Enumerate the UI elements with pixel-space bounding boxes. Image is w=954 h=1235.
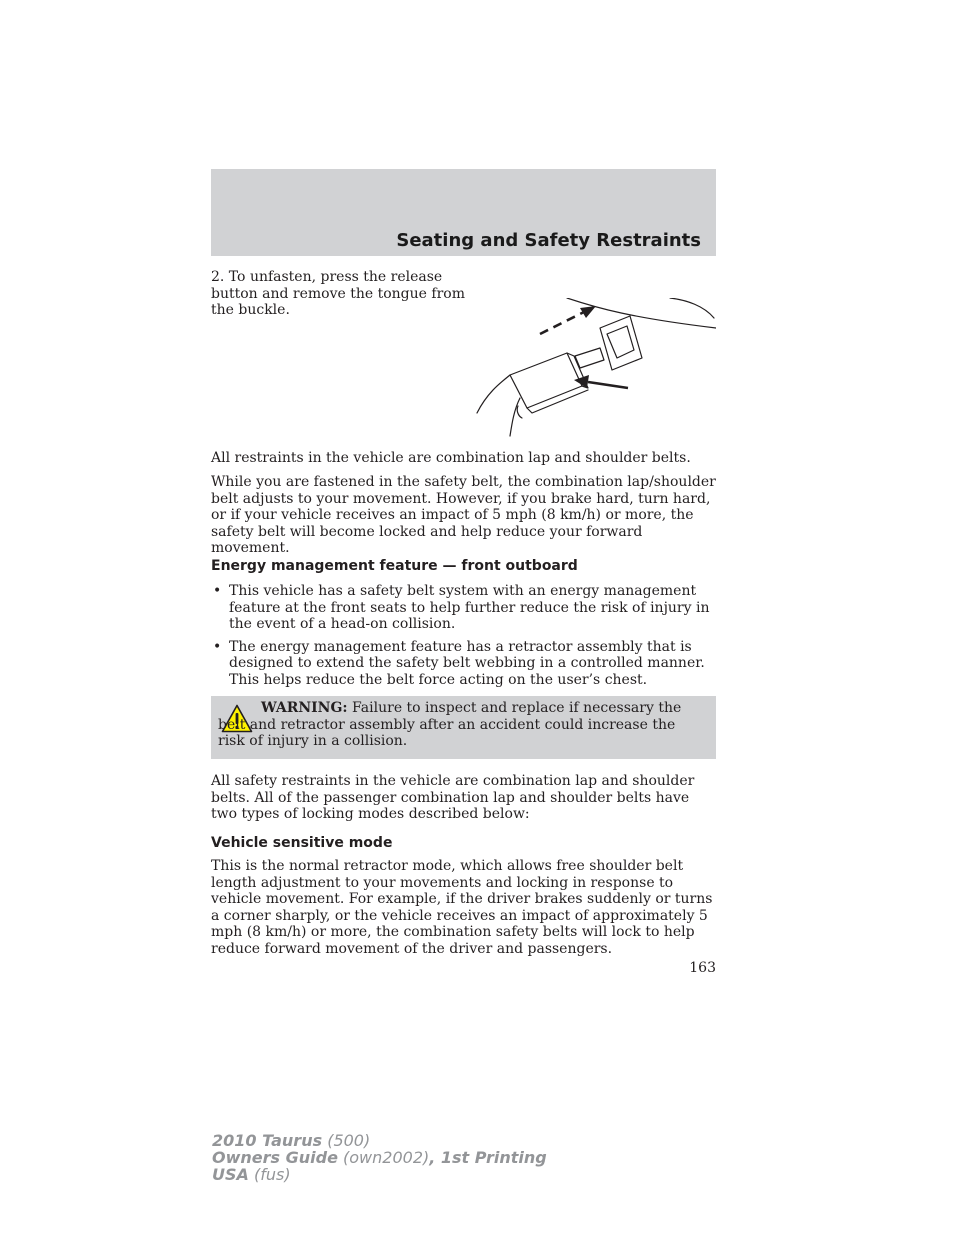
- list-item: [211, 639, 716, 689]
- belt-locking-paragraph: While you are fastened in the safety belt, the combination lap/shoulder belt adjusts to your movement. However, if you brake hard, turn hard, or if your vehicle receives an impact of 5 mph (8 km/h) or more, the safety belt will become locked and help reduce your forward movement.: [211, 474, 716, 557]
- vehicle-sensitive-paragraph: This is the normal retractor mode, which allows free shoulder belt length adjustment to your movements and locking in response to vehicle movement. For example, if the driver brakes suddenly or turns a corner sharply, or the vehicle receives an impact of approximately 5 mph (8 km/h) or more, the combination safety belts will lock to help reduce forward movement of the driver and passengers.: [211, 858, 713, 957]
- warning-label: WARNING:: [261, 700, 348, 716]
- energy-management-list: [211, 583, 716, 689]
- section-title: Seating and Safety Restraints: [396, 230, 701, 251]
- bullet-text: The energy management feature has a retractor assembly that is designed to extend the safety belt webbing in a controlled manner. This helps reduce the belt force acting on the user’s chest.: [229, 638, 705, 688]
- section-header-band: [211, 169, 716, 256]
- list-item: [211, 583, 716, 633]
- seatbelt-buckle-illustration: [472, 298, 716, 438]
- locking-modes-paragraph: All safety restraints in the vehicle are combination lap and shoulder belts. All of the passenger combination lap and shoulder belts have two types of locking modes described below:: [211, 773, 695, 823]
- warning-body: Failure to inspect and replace if necessary the belt and retractor assembly after an accident could increase the risk of injury in a collision.: [218, 700, 682, 750]
- page-number: 163: [689, 960, 716, 976]
- energy-management-heading: Energy management feature — front outboard: [211, 558, 578, 574]
- warning-box: [211, 696, 716, 759]
- footer-guide: Owners Guide: [212, 1148, 338, 1167]
- footer-model: 2010 Taurus: [212, 1131, 323, 1150]
- footer-region-line: [212, 1166, 547, 1183]
- bullet-text: This vehicle has a safety belt system with an energy management feature at the front seats to help further reduce the risk of injury in the event of a head-on collision.: [229, 583, 710, 633]
- footer-region: USA: [212, 1165, 249, 1184]
- footer-model-code: (500): [327, 1131, 371, 1150]
- warning-message: [218, 700, 703, 750]
- vehicle-sensitive-heading: Vehicle sensitive mode: [211, 835, 393, 851]
- pull-direction-arrowhead: [580, 306, 596, 318]
- document-footer: [212, 1132, 547, 1183]
- bullet-marker: •: [213, 583, 222, 599]
- footer-region-code: (fus): [254, 1165, 291, 1184]
- footer-model-line: [212, 1132, 547, 1149]
- footer-guide-code: (own2002): [343, 1148, 430, 1167]
- bullet-marker: •: [213, 638, 222, 655]
- step-2-text: 2. To unfasten, press the release button and remove the tongue from the buckle.: [211, 269, 465, 319]
- footer-guide-line: [212, 1149, 547, 1166]
- restraints-paragraph: All restraints in the vehicle are combination lap and shoulder belts.: [211, 450, 691, 466]
- footer-printing: , 1st Printing: [429, 1148, 547, 1167]
